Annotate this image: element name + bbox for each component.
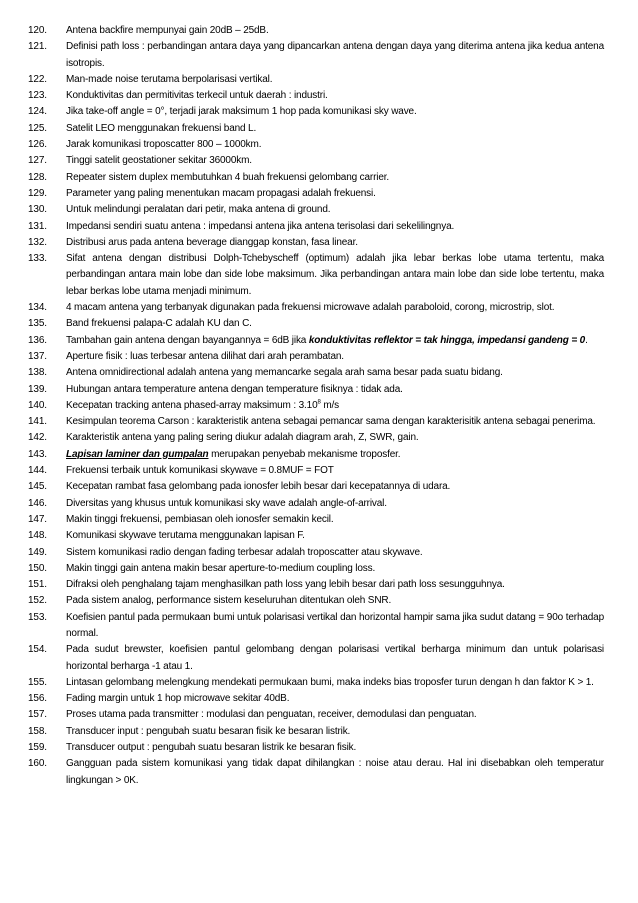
item-text [66, 675, 604, 691]
item-number: 140. [28, 399, 47, 411]
item-text [66, 610, 604, 643]
item-text [66, 382, 604, 398]
item-number: 152. [28, 595, 47, 607]
list-item [28, 479, 604, 495]
item-text [66, 88, 604, 104]
item-number: 134. [28, 302, 47, 314]
item-number: 120. [28, 25, 47, 36]
item-text [66, 202, 604, 218]
item-text-tail: merupakan penyebab mekanisme troposfer. [208, 448, 401, 460]
list-item [28, 496, 604, 512]
item-number: 124. [28, 106, 47, 118]
list-item [28, 528, 604, 544]
item-number: 130. [28, 204, 47, 216]
list-item [28, 691, 604, 707]
item-text [66, 235, 604, 251]
item-text [66, 430, 604, 446]
item-text [66, 593, 604, 609]
list-item [28, 251, 604, 300]
item-number: 126. [28, 139, 47, 151]
item-text [66, 463, 604, 479]
item-text [66, 496, 604, 512]
item-number: 143. [28, 448, 47, 460]
item-text [66, 72, 604, 88]
item-text-tail: m/s [320, 399, 339, 411]
list-item [28, 72, 604, 88]
item-text [66, 349, 604, 365]
item-text-main: Kecepatan tracking antena phased-array maksimum : 3.10 [66, 399, 318, 411]
item-text-main: 4 macam antena yang terbanyak digunakan pada frekuensi microwave adalah paraboloid, corong, microstrip, slot. [66, 302, 555, 314]
list-item [28, 202, 604, 218]
item-text [66, 642, 604, 675]
item-text [66, 170, 604, 186]
item-text [66, 300, 604, 316]
item-text-main: Pada sistem analog, performance sistem keseluruhan ditentukan oleh SNR. [66, 595, 392, 607]
item-superscript: 8 [317, 399, 321, 406]
item-text-main: Antena backfire mempunyai gain 20dB – 25dB. [66, 25, 269, 36]
item-number: 160. [28, 758, 47, 770]
item-text-main: Jika take-off angle = 0°, terjadi jarak maksimum 1 hop pada komunikasi sky wave. [66, 106, 417, 118]
item-number: 153. [28, 611, 47, 623]
list-item [28, 740, 604, 756]
list-item [28, 88, 604, 104]
item-number: 142. [28, 432, 47, 444]
list-item [28, 316, 604, 332]
item-text-main: Tambahan gain antena dengan bayangannya = 6dB jika [66, 334, 309, 346]
item-text [66, 137, 604, 153]
list-item [28, 186, 604, 202]
item-number: 158. [28, 725, 47, 737]
list-item [28, 137, 604, 153]
item-text [66, 740, 604, 756]
item-number: 132. [28, 236, 47, 248]
list-item [28, 561, 604, 577]
item-text-main: Gangguan pada sistem komunikasi yang tidak dapat dihilangkan : noise atau derau. Hal ini disebabkan oleh temperatur lingkungan > 0K. [66, 758, 604, 786]
item-text-main: Difraksi oleh penghalang tajam menghasilkan path loss yang lebih besar dari path loss sesungguhnya. [66, 579, 505, 591]
item-text-main: Distribusi arus pada antena beverage dianggap konstan, fasa linear. [66, 236, 358, 248]
item-text [66, 153, 604, 169]
item-number: 127. [28, 155, 47, 167]
list-item [28, 398, 604, 414]
item-text [66, 219, 604, 235]
item-text-main: Satelit LEO menggunakan frekuensi band L. [66, 122, 257, 134]
item-number: 122. [28, 73, 47, 85]
item-text-main: Karakteristik antena yang paling sering diukur adalah diagram arah, Z, SWR, gain. [66, 432, 419, 444]
list-item [28, 349, 604, 365]
item-number: 123. [28, 90, 47, 102]
item-number: 150. [28, 562, 47, 574]
item-text [66, 23, 604, 39]
item-text-main: Repeater sistem duplex membutuhkan 4 buah frekuensi gelombang carrier. [66, 171, 390, 183]
list-item [28, 121, 604, 137]
item-text [66, 316, 604, 332]
list-item [28, 756, 604, 789]
item-text-main: Aperture fisik : luas terbesar antena dilihat dari arah perambatan. [66, 350, 344, 362]
item-text-main: Frekuensi terbaik untuk komunikasi skywave = 0.8MUF = FOT [66, 465, 334, 477]
item-text [66, 186, 604, 202]
list-item [28, 104, 604, 120]
item-text-main: Jarak komunikasi troposcatter 800 – 1000km. [66, 139, 262, 151]
item-number: 129. [28, 187, 47, 199]
item-text [66, 691, 604, 707]
item-text-main: Makin tinggi gain antena makin besar aperture-to-medium coupling loss. [66, 562, 376, 574]
item-text [66, 398, 604, 414]
item-text [66, 447, 604, 463]
item-number: 159. [28, 742, 47, 754]
item-text-main: Transducer input : pengubah suatu besaran fisik ke besaran listrik. [66, 725, 351, 737]
item-number: 131. [28, 220, 47, 232]
item-text-main: Pada sudut brewster, koefisien pantul gelombang dengan polarisasi vertikal berharga minimum dan untuk polarisasi horizontal berharga -1 atau 1. [66, 644, 604, 672]
list-item [28, 724, 604, 740]
item-text-main: Tinggi satelit geostationer sekitar 36000km. [66, 155, 252, 167]
list-item [28, 512, 604, 528]
item-text [66, 365, 604, 381]
item-text [66, 707, 604, 723]
list-item [28, 447, 604, 463]
list-item [28, 23, 604, 39]
item-text [66, 724, 604, 740]
item-text-main: Band frekuensi palapa-C adalah KU dan C. [66, 318, 252, 330]
item-number: 125. [28, 122, 47, 134]
item-number: 135. [28, 318, 47, 330]
item-number: 146. [28, 497, 47, 509]
item-text [66, 104, 604, 120]
numbered-list [28, 23, 604, 789]
item-number: 149. [28, 546, 47, 558]
item-number: 136. [28, 334, 47, 346]
item-text-main: Transducer output : pengubah suatu besaran listrik ke besaran fisik. [66, 742, 357, 754]
list-item [28, 610, 604, 643]
item-text [66, 756, 604, 789]
item-text [66, 333, 604, 349]
item-text-main: Sistem komunikasi radio dengan fading terbesar adalah troposcatter atau skywave. [66, 546, 423, 558]
item-text-emphasis-underline: Lapisan laminer dan gumpalan [66, 448, 209, 460]
list-item [28, 365, 604, 381]
list-item [28, 39, 604, 72]
list-item [28, 300, 604, 316]
item-number: 155. [28, 676, 47, 688]
list-item [28, 707, 604, 723]
item-text [66, 545, 604, 561]
item-text-main: Sifat antena dengan distribusi Dolph-Tchebyscheff (optimum) adalah jika lebar berkas lobe utama tertentu, maka perbandingan antara main lobe dan side lobe maksimum. Jika perbandingan antara main lobe dan side lobe tertentu, maka lebar berkas lobe utama menjadi minimum. [66, 253, 604, 297]
list-item [28, 593, 604, 609]
list-item [28, 642, 604, 675]
item-number: 151. [28, 579, 47, 591]
list-item [28, 333, 604, 349]
item-number: 139. [28, 383, 47, 395]
item-text-main: Parameter yang paling menentukan macam propagasi adalah frekuensi. [66, 187, 376, 199]
item-text-main: Diversitas yang khusus untuk komunikasi sky wave adalah angle-of-arrival. [66, 497, 387, 509]
item-text [66, 121, 604, 137]
item-text-main: Koefisien pantul pada permukaan bumi untuk polarisasi vertikal dan horizontal hampir sama jika sudut datang = 90o terhadap normal. [66, 611, 604, 639]
item-text-main: Komunikasi skywave terutama menggunakan lapisan F. [66, 530, 305, 542]
item-number: 148. [28, 530, 47, 542]
item-number: 141. [28, 416, 47, 428]
list-item [28, 675, 604, 691]
list-item [28, 430, 604, 446]
list-item [28, 577, 604, 593]
item-text [66, 577, 604, 593]
list-item [28, 219, 604, 235]
item-number: 147. [28, 513, 47, 525]
item-text-main: Makin tinggi frekuensi, pembiasan oleh ionosfer semakin kecil. [66, 513, 334, 525]
item-text [66, 561, 604, 577]
item-text [66, 479, 604, 495]
item-text-main: Definisi path loss : perbandingan antara daya yang dipancarkan antena dengan daya yang diterima antena jika kedua antena isotropis. [66, 41, 604, 69]
item-text-main: Untuk melindungi peralatan dari petir, maka antena di ground. [66, 204, 331, 216]
list-item [28, 463, 604, 479]
item-number: 138. [28, 367, 47, 379]
item-text [66, 512, 604, 528]
item-text-main: Proses utama pada transmitter : modulasi dan penguatan, receiver, demodulasi dan penguatan. [66, 709, 477, 721]
item-number: 137. [28, 350, 47, 362]
item-text [66, 39, 604, 72]
item-number: 144. [28, 465, 47, 477]
item-text-main: Impedansi sendiri suatu antena : impedansi antena jika antena terisolasi dari sekelilingnya. [66, 220, 455, 232]
item-text [66, 251, 604, 300]
item-text-main: Man-made noise terutama berpolarisasi vertikal. [66, 73, 273, 85]
item-text-main: Kesimpulan teorema Carson : karakteristik antena sebagai pemancar sama dengan karakterisitik antena sebagai penerima. [66, 416, 596, 428]
item-number: 154. [28, 644, 47, 656]
item-text-main: Fading margin untuk 1 hop microwave sekitar 40dB. [66, 693, 290, 705]
item-text-main: Kecepatan rambat fasa gelombang pada ionosfer lebih besar dari kecepatannya di udara. [66, 481, 451, 493]
item-number: 121. [28, 41, 47, 53]
list-item [28, 545, 604, 561]
item-text-tail: . [585, 334, 588, 346]
item-number: 145. [28, 481, 47, 493]
list-item [28, 235, 604, 251]
item-number: 133. [28, 253, 47, 265]
item-text-emphasis: konduktivitas reflektor = tak hingga, impedansi gandeng = 0 [308, 334, 586, 346]
item-text-main: Hubungan antara temperature antena dengan temperature fisiknya : tidak ada. [66, 383, 403, 395]
list-item [28, 414, 604, 430]
item-text-main: Lintasan gelombang melengkung mendekati permukaan bumi, maka indeks bias troposfer turun dengan h dan faktor K > 1. [66, 676, 594, 688]
list-item [28, 153, 604, 169]
item-number: 156. [28, 693, 47, 705]
item-number: 157. [28, 709, 47, 721]
item-text [66, 528, 604, 544]
item-number: 128. [28, 171, 47, 183]
item-text-main: Antena omnidirectional adalah antena yang memancarke segala arah sama besar pada suatu bidang. [66, 367, 503, 379]
item-text-main: Konduktivitas dan permitivitas terkecil untuk daerah : industri. [66, 90, 328, 102]
list-item [28, 382, 604, 398]
item-text [66, 414, 604, 430]
list-item [28, 170, 604, 186]
